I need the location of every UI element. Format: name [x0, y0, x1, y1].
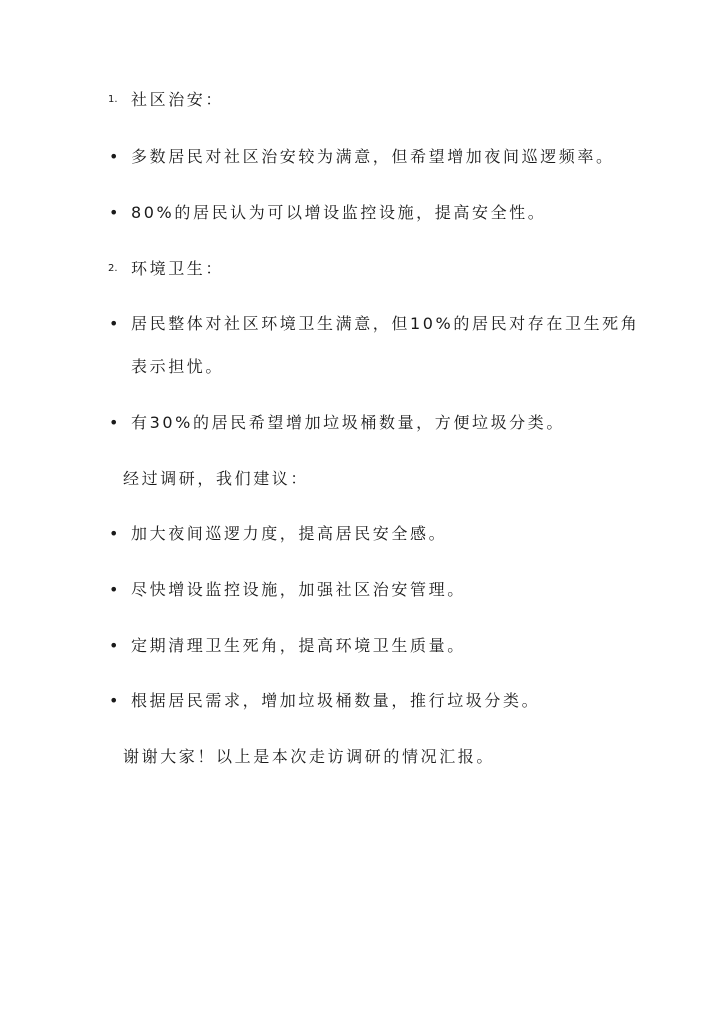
bullet-marker: • — [109, 580, 119, 599]
bullet-continuation — [0, 352, 720, 382]
bullet-item — [0, 408, 720, 438]
bullet-text: 80%的居民认为可以增设监控设施，提高安全性。 — [131, 203, 547, 222]
bullet-text: 有30%的居民希望增加垃圾桶数量，方便垃圾分类。 — [131, 413, 565, 432]
bullet-marker: • — [109, 691, 119, 710]
bullet-marker: • — [109, 314, 119, 333]
bullet-text-continuation: 表示担忧。 — [131, 357, 225, 376]
bullet-marker: • — [109, 636, 119, 655]
bullet-item — [0, 575, 720, 605]
bullet-text: 居民整体对社区环境卫生满意，但10%的居民对存在卫生死角 — [131, 314, 640, 333]
bullet-text: 加大夜间巡逻力度，提高居民安全感。 — [131, 524, 448, 543]
bullet-marker: • — [109, 413, 119, 432]
bullet-item — [0, 631, 720, 661]
bullet-item — [0, 198, 720, 228]
list-number: 2. — [108, 263, 118, 274]
bullet-item — [0, 519, 720, 549]
paragraph-text: 谢谢大家！以上是本次走访调研的情况汇报。 — [123, 747, 496, 766]
numbered-heading — [0, 85, 720, 115]
paragraph — [0, 464, 720, 494]
bullet-text: 根据居民需求，增加垃圾桶数量，推行垃圾分类。 — [131, 691, 541, 710]
bullet-item — [0, 309, 720, 339]
heading-text: 环境卫生： — [131, 259, 225, 278]
bullet-item — [0, 686, 720, 716]
paragraph-text: 经过调研，我们建议： — [123, 469, 310, 488]
numbered-heading — [0, 254, 720, 284]
bullet-marker: • — [109, 147, 119, 166]
paragraph — [0, 742, 720, 772]
list-number: 1. — [108, 94, 118, 105]
heading-text: 社区治安： — [131, 90, 225, 109]
bullet-marker: • — [109, 203, 119, 222]
bullet-text: 多数居民对社区治安较为满意，但希望增加夜间巡逻频率。 — [131, 147, 615, 166]
bullet-text: 尽快增设监控设施，加强社区治安管理。 — [131, 580, 466, 599]
bullet-marker: • — [109, 524, 119, 543]
bullet-text: 定期清理卫生死角，提高环境卫生质量。 — [131, 636, 466, 655]
bullet-item — [0, 142, 720, 172]
